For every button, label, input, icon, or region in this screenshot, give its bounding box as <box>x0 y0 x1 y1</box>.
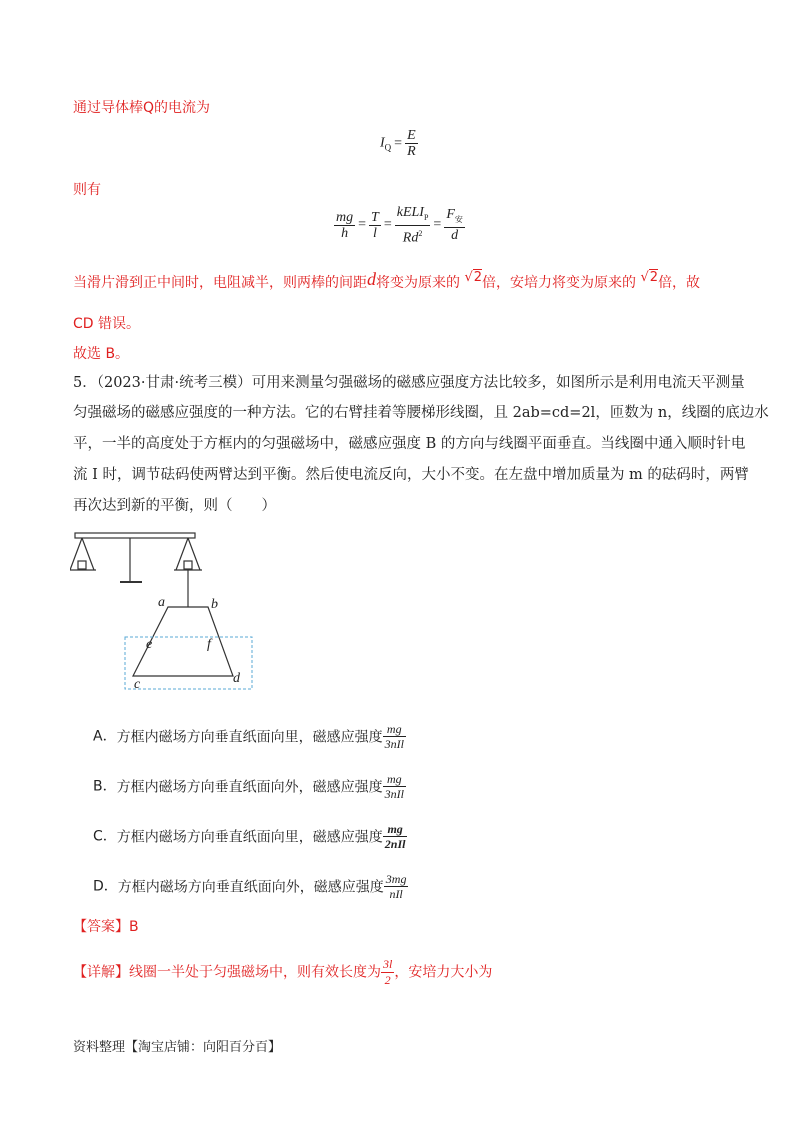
explanation-line-2: CD 错误。 <box>73 316 141 332</box>
label-d: d <box>233 671 240 686</box>
equation-balance: $\frac{mg}{h}$ = $\frac{T}{l}$ = $\frac{kELI_P}{Rd^2}$ = $\frac{F_安}{d}$ <box>336 205 463 246</box>
label-f: f <box>207 637 211 652</box>
detail-line: 【详解】线圈一半处于匀强磁场中，则有效长度为 $\frac{3l}{2}$ ，安培力大小为 <box>73 957 493 987</box>
question-5-line-4: 流 I 时，调节砝码使两臂达到平衡。然后使电流反向，大小不变。在左盘中增加质量为 m 的砝码时，两臂 <box>73 467 749 483</box>
current-balance-figure <box>70 530 270 695</box>
explanation-line-1: 当滑片滑到正中间时，电阻减半，则两棒的间距d将变为原来的 √2倍，安培力将变为原来的 √2倍，故 <box>73 269 701 291</box>
question-5-line-1: 5．（2023·甘肃·统考三模）可用来测量匀强磁场的磁感应强度方法比较多，如图所示是利用电流天平测量 <box>73 375 745 391</box>
equation-current: $I_Q$ = $\frac{E}{R}$ <box>380 128 416 159</box>
sqrt-2-a: √2 <box>464 270 483 285</box>
sqrt-2-b: √2 <box>640 270 659 285</box>
question-5-line-3: 平，一半的高度处于方框内的匀强磁场中，磁感应强度 B 的方向与线圈平面垂直。当线圈中通入顺时针电 <box>73 436 746 452</box>
then-label: 则有 <box>73 182 101 198</box>
choose-line: 故选 B。 <box>73 346 130 362</box>
answer-line: 【答案】B <box>73 919 139 935</box>
label-e: e <box>146 637 153 652</box>
option-c[interactable]: C．方框内磁场方向垂直纸面向里，磁感应强度 $\frac{mg}{\text{2nIl}}$ <box>93 822 406 851</box>
label-a: a <box>158 595 165 610</box>
balance-beam <box>75 533 195 538</box>
option-b[interactable]: B．方框内磁场方向垂直纸面向外，磁感应强度 $\frac{mg}{\text{3nIl}}$ <box>93 772 404 801</box>
option-d[interactable]: D．方框内磁场方向垂直纸面向外，磁感应强度 $\frac{3mg}{\text{nIl}}$ <box>93 872 407 901</box>
current-line: 通过导体棒Q的电流为 <box>73 100 211 116</box>
question-5-line-5: 再次达到新的平衡，则（ ） <box>73 498 276 514</box>
question-5-line-2: 匀强磁场的磁感应强度的一种方法。它的右臂挂着等腰梯形线圈，且 2ab=cd=2l，匝数为 n，线圈的底边水 <box>73 405 769 421</box>
footer-note: 资料整理【淘宝店铺：向阳百分百】 <box>73 1040 282 1055</box>
right-weight <box>184 561 192 569</box>
left-weight <box>78 561 86 569</box>
label-c: c <box>134 677 141 692</box>
option-a[interactable]: A．方框内磁场方向垂直纸面向里，磁感应强度 $\frac{mg}{\text{3nIl}}$ <box>93 722 404 751</box>
label-b: b <box>211 597 218 612</box>
